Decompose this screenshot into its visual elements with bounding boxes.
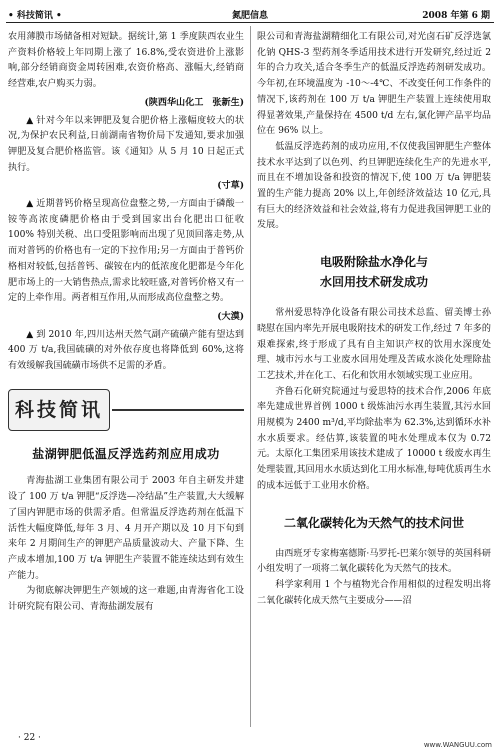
right-column xyxy=(257,30,491,609)
article-title-3: 二氧化碳转化为天然气的技术问世 xyxy=(283,515,464,530)
article-1-paragraph-1: 青海盐湖工业集团有限公司于 2003 年自主研发并建设了 100 万 t/a 钾肥“反浮选—冷结晶”生产装置,大大缓解了国内钾肥市场的供需矛盾。但常温反浮选药剂在低温下活性大幅度降低,每年 3 月、4 月开产期以及 10 月下旬到来年 2 月期间生产的钾肥产品质量波动大、产量下降、生产成本增加,100 万 t/a 钾肥生产装置不能连续达到有效生产能力。 xyxy=(8,476,244,581)
article-title-2 xyxy=(257,252,491,292)
news-paragraph-4: ▲ 到 2010 年,四川达州天然气副产硫磺产能有望达到 400 万 t/a,我国硫磺的对外依存度也将降低到 60%,这将有效缓解我国硫磺市场供不足需的矛盾。 xyxy=(8,329,244,372)
article-1-paragraph-3: 低温反浮选药剂的成功应用,不仅使我国钾肥生产整体技术水平达到了以色列、约旦钾肥连续化生产的先进水平,而且在不增加设备和投资的情况下,使 100 万 t/a 钾肥装置的生产能力提高 20% 以上,年创经济效益达 10 亿元,具有巨大的经济效益和社会效益,将有力促进我国钾肥工业的发展。 xyxy=(257,141,491,231)
news-paragraph-3: ▲ 近期普钙价格呈现高位盘整之势,一方面由于磷酸一铵等高浓度磷肥价格由于受到国家出台化肥出口征收 100% 特别关税、出口受阻影响而出现了见顶回落走势,从而对普钙的价格也有一定的下拉作用;另一方面由于普钙价格相对较低,包括普钙、碳铵在内的低浓度化肥都是今年化肥市场上的一大销售热点,需求比较旺盛,对普钙价格又有一定的上牵作用。两者相互作用,从而形成高位盘整之势。 xyxy=(8,199,244,304)
watermark: www.WANGUU.com xyxy=(423,741,492,749)
article-1-paragraph-2: 为彻底解决钾肥生产领域的这一难题,由青海省化工设计研究院有限公司、青海盐湖发展有 xyxy=(8,586,244,613)
section-banner-title: 科技简讯 xyxy=(8,389,110,431)
article-3-paragraph-2: 科学家利用 1 个与植物光合作用相似的过程发明出将二氧化碳转化成天然气主要成分——沼 xyxy=(257,579,491,606)
article-title-2-line-1: 电吸附除盐水净化与 xyxy=(319,255,428,270)
article-2-paragraph-2: 齐鲁石化研究院通过与爱思特的技术合作,2006 年底率先建成世界首例 1000 t 级炼油污水再生装置,其污水回用规模为 2400 m³/d,平均除盐率为 62.3%,达到循环水补水水质要求。经估算,该装置的吨水处理成本仅为 0.72 元。太原化工集团采用该技术建成了 10000 t 级废水再生处理装置,其回用水水质达到化工用水标准,每吨优质再生水的成本远低于工业用水价格。 xyxy=(257,386,491,491)
news-paragraph-1: 农用薄膜市场储备相对短缺。据统计,第 1 季度陕西农业生产资料价格较上年同期上涨了 16.8%,受农资进价上涨影响,部分经销商资金周转困难,农资价格高、涨幅大,经销商经营难,农户购买力弱。 xyxy=(8,32,244,90)
news-source-3: (大漠) xyxy=(217,310,244,322)
banner-rule xyxy=(112,409,244,411)
journal-name: 氮肥信息 xyxy=(231,11,268,21)
news-source-2: (寸草) xyxy=(217,180,244,192)
section-banner xyxy=(8,389,244,433)
column-divider xyxy=(250,26,251,727)
article-3-paragraph-1: 由西班牙专家梅塞德斯·马罗托-巴莱尔领导的英国科研小组发明了一项将二氧化碳转化为天然气的技术。 xyxy=(257,548,491,575)
section-label: • 科技简讯 • xyxy=(8,11,62,21)
triangle-icon: ▲ xyxy=(26,329,37,340)
page-header xyxy=(0,0,500,26)
article-1-continued: 限公司和青海盐湖精细化工有限公司,对光卤石矿反浮选氯化钠 QHS-3 型药剂冬季适用技术进行开发研究,经过近 2 年的合力攻关,适合冬季生产的低温反浮选药剂研发成功。今年初,在环境温度为 -10～-4℃、不改变任何工作条件的情况下,该药剂在 100 万 t/a 钾肥生产装置上连续使用取得显著效果,产量保持在 4500 t/d 左右,氯化钾产品平均品位在 96% 以上。 xyxy=(257,32,491,137)
article-2-paragraph-1: 常州爱思特净化设备有限公司技术总监、留美博士孙晓慰在国内率先开展电吸附技术的研发工作,经过 7 年多的艰难探索,终于形成了具有自主知识产权的饮用水深度处理、城市污水与工业废水回用处理及苦咸水淡化处理除盐工艺技术,并在化工、石化和饮用水领域实现工业应用。 xyxy=(257,308,491,381)
page-number: · 22 · xyxy=(18,733,41,743)
article-title-1: 盐湖钾肥低温反浮选药剂应用成功 xyxy=(32,446,220,461)
triangle-icon: ▲ xyxy=(26,199,37,210)
news-paragraph-2: ▲ 针对今年以来钾肥及复合肥价格上涨幅度较大的状况,为保护农民利益,日前湖南省物价局下发通知,要求加强钾肥及复合肥价格监管。该《通知》从 5 月 10 日起正式执行。 xyxy=(8,115,244,173)
header-rule xyxy=(6,22,494,23)
issue-label: 2008 年第 6 期 xyxy=(422,11,490,21)
left-column xyxy=(8,30,244,616)
news-source-1: (陕西华山化工 张新生) xyxy=(144,96,244,108)
article-title-2-line-2: 水回用技术研发成功 xyxy=(319,275,428,290)
triangle-icon: ▲ xyxy=(26,115,37,126)
